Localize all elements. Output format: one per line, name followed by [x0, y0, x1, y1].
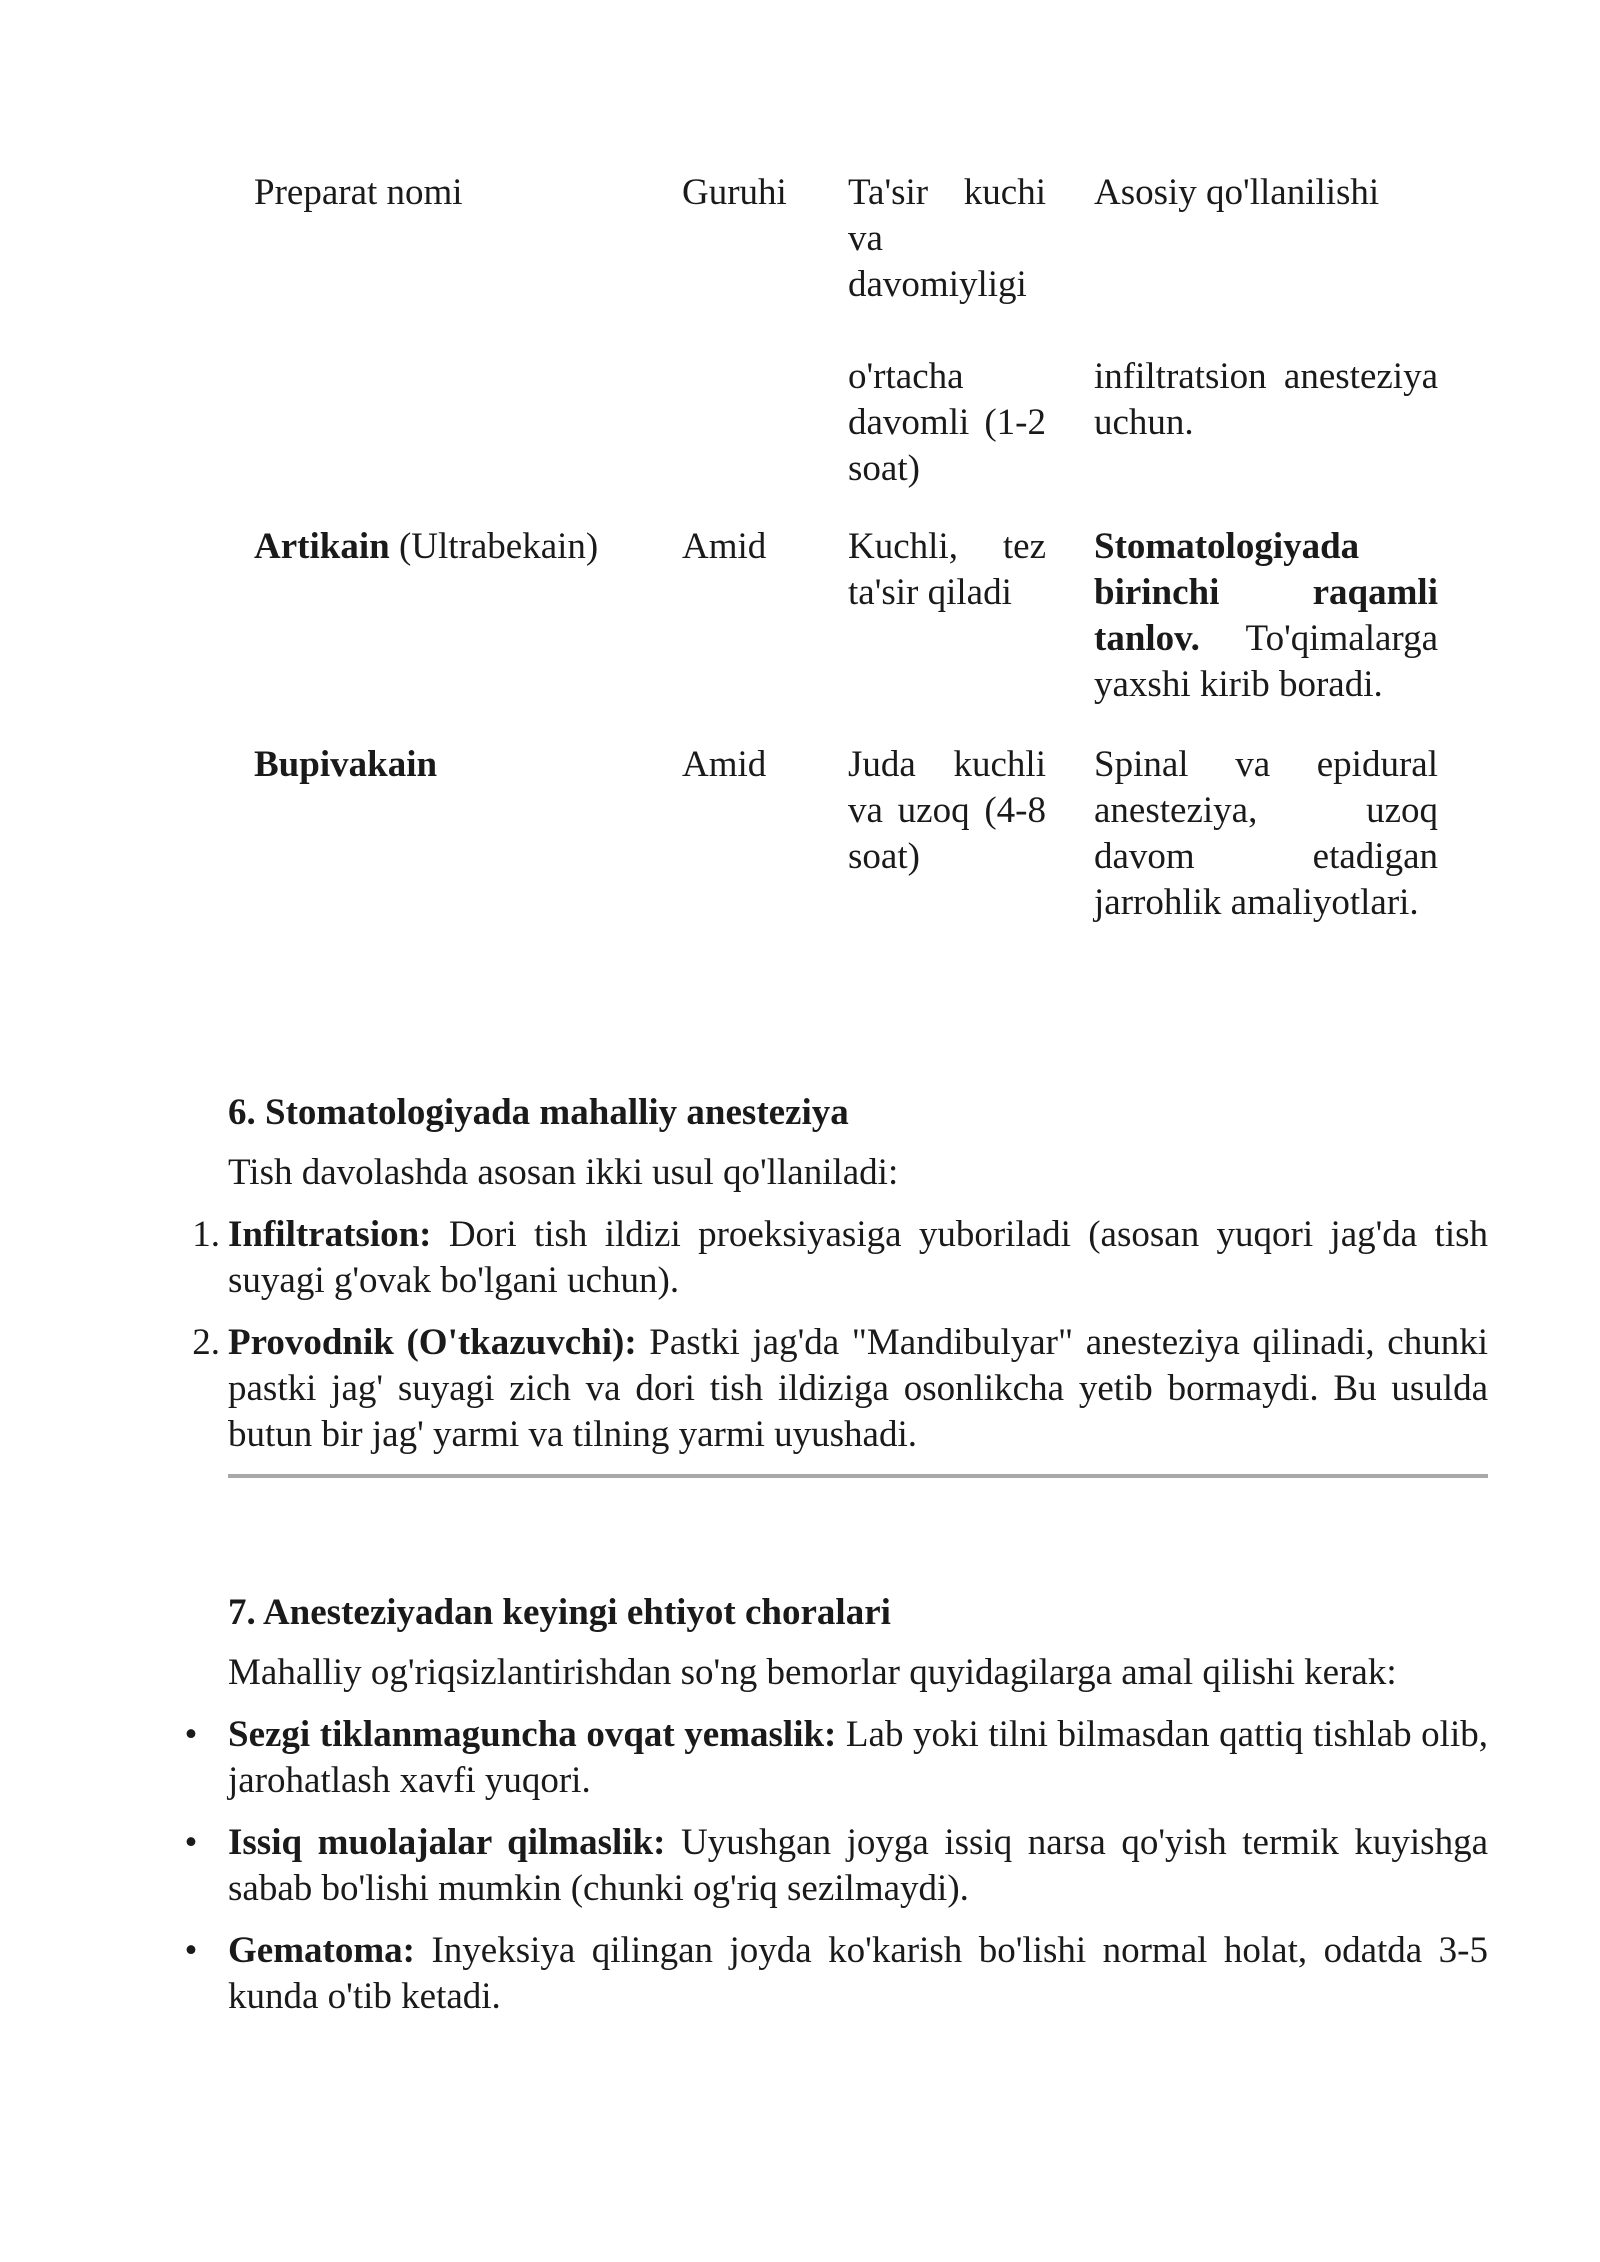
cell-usage	[1094, 524, 1438, 708]
header-drug-name: Preparat nomi	[254, 172, 463, 213]
usage-rest: To'qimalarga yaxshi kirib boradi.	[1094, 618, 1438, 705]
list-item	[192, 1320, 1488, 1458]
item-term: Gematoma:	[228, 1930, 415, 1971]
item-term: Issiq muolajalar qilmaslik:	[228, 1822, 666, 1863]
anesthetics-table	[254, 170, 1444, 962]
drug-name-bold: Artikain	[254, 526, 390, 567]
table-row-artikain	[254, 524, 1444, 742]
item-text: Pastki jag'da "Mandibulyar" anesteziya qilinadi, chunki pastki jag' suyagi zich va dori tish ildiziga osonlikcha yetib bormaydi. Bu usulda butun bir jag' yarmi va tilning yarmi uyushadi.	[228, 1322, 1488, 1455]
cell-group: Amid	[682, 526, 767, 567]
drug-name-rest: (Ultrabekain)	[389, 526, 599, 567]
table-row-continuation	[254, 354, 1444, 524]
list-item	[184, 1928, 1488, 2020]
list-item	[192, 1212, 1488, 1304]
section-intro: Mahalliy og'riqsizlantirishdan so'ng bemorlar quyidagilarga amal qilishi kerak:	[228, 1652, 1397, 1693]
cell-usage	[1094, 742, 1438, 926]
section-intro: Tish davolashda asosan ikki usul qo'llaniladi:	[228, 1152, 899, 1193]
table-header-row	[254, 170, 1444, 354]
numbered-list	[192, 1212, 1488, 1458]
section-local-anesthesia-dentistry	[192, 1090, 1488, 1478]
item-text: Lab yoki tilni bilmasdan qattiq tishlab olib, jarohatlash xavfi yuqori.	[228, 1714, 1488, 1801]
drug-name-bold: Bupivakain	[254, 744, 438, 785]
section-title: 6. Stomatologiyada mahalliy anesteziya	[228, 1092, 849, 1133]
table-row-bupivakain	[254, 742, 1444, 962]
bullet-icon: •	[184, 1714, 198, 1755]
usage-rest: Spinal va epidural anesteziya, uzoq davom etadigan jarrohlik amaliyotlari.	[1094, 744, 1438, 923]
section-title: 7. Anesteziyadan keyingi ehtiyot choralari	[228, 1592, 891, 1633]
item-term: Sezgi tiklanmaguncha ovqat yemaslik:	[228, 1714, 837, 1755]
item-term: Provodnik (O'tkazuvchi):	[228, 1322, 637, 1363]
cell-drug-name	[254, 742, 682, 788]
list-item	[184, 1712, 1488, 1804]
header-group: Guruhi	[682, 172, 787, 213]
item-term: Infiltratsion:	[228, 1214, 432, 1255]
horizontal-divider	[228, 1474, 1488, 1478]
cell-drug-name	[254, 524, 682, 570]
cell-effect: Juda kuchli va uzoq (4-8 soat)	[848, 744, 1046, 877]
item-text: Dori tish ildizi proeksiyasiga yuboriladi (asosan yuqori jag'da tish suyagi g'ovak bo'lgani uchun).	[228, 1214, 1488, 1301]
list-item	[184, 1820, 1488, 1912]
bullet-icon: •	[184, 1930, 198, 1971]
header-effect: Ta'sir kuchi va davomiyligi	[848, 172, 1046, 305]
section-post-anesthesia-precautions	[184, 1590, 1488, 2036]
cell-effect: Kuchli, tez ta'sir qiladi	[848, 526, 1046, 613]
usage-bold: Stomatologiyada birinchi raqamli tanlov.	[1094, 526, 1438, 659]
cell-group: Amid	[682, 744, 767, 785]
bullet-icon: •	[184, 1822, 198, 1863]
header-usage: Asosiy qo'llanilishi	[1094, 172, 1380, 213]
cell-usage: infiltratsion anesteziya uchun.	[1094, 356, 1438, 443]
bullet-list	[184, 1712, 1488, 2020]
item-text: Uyushgan joyga issiq narsa qo'yish termik kuyishga sabab bo'lishi mumkin (chunki og'riq sezilmaydi).	[228, 1822, 1488, 1909]
list-number: 2.	[192, 1322, 220, 1363]
cell-effect: o'rtacha davomli (1-2 soat)	[848, 356, 1046, 489]
item-text: Inyeksiya qilingan joyda ko'karish bo'lishi normal holat, odatda 3-5 kunda o'tib ketadi.	[228, 1930, 1488, 2017]
list-number: 1.	[192, 1214, 220, 1255]
